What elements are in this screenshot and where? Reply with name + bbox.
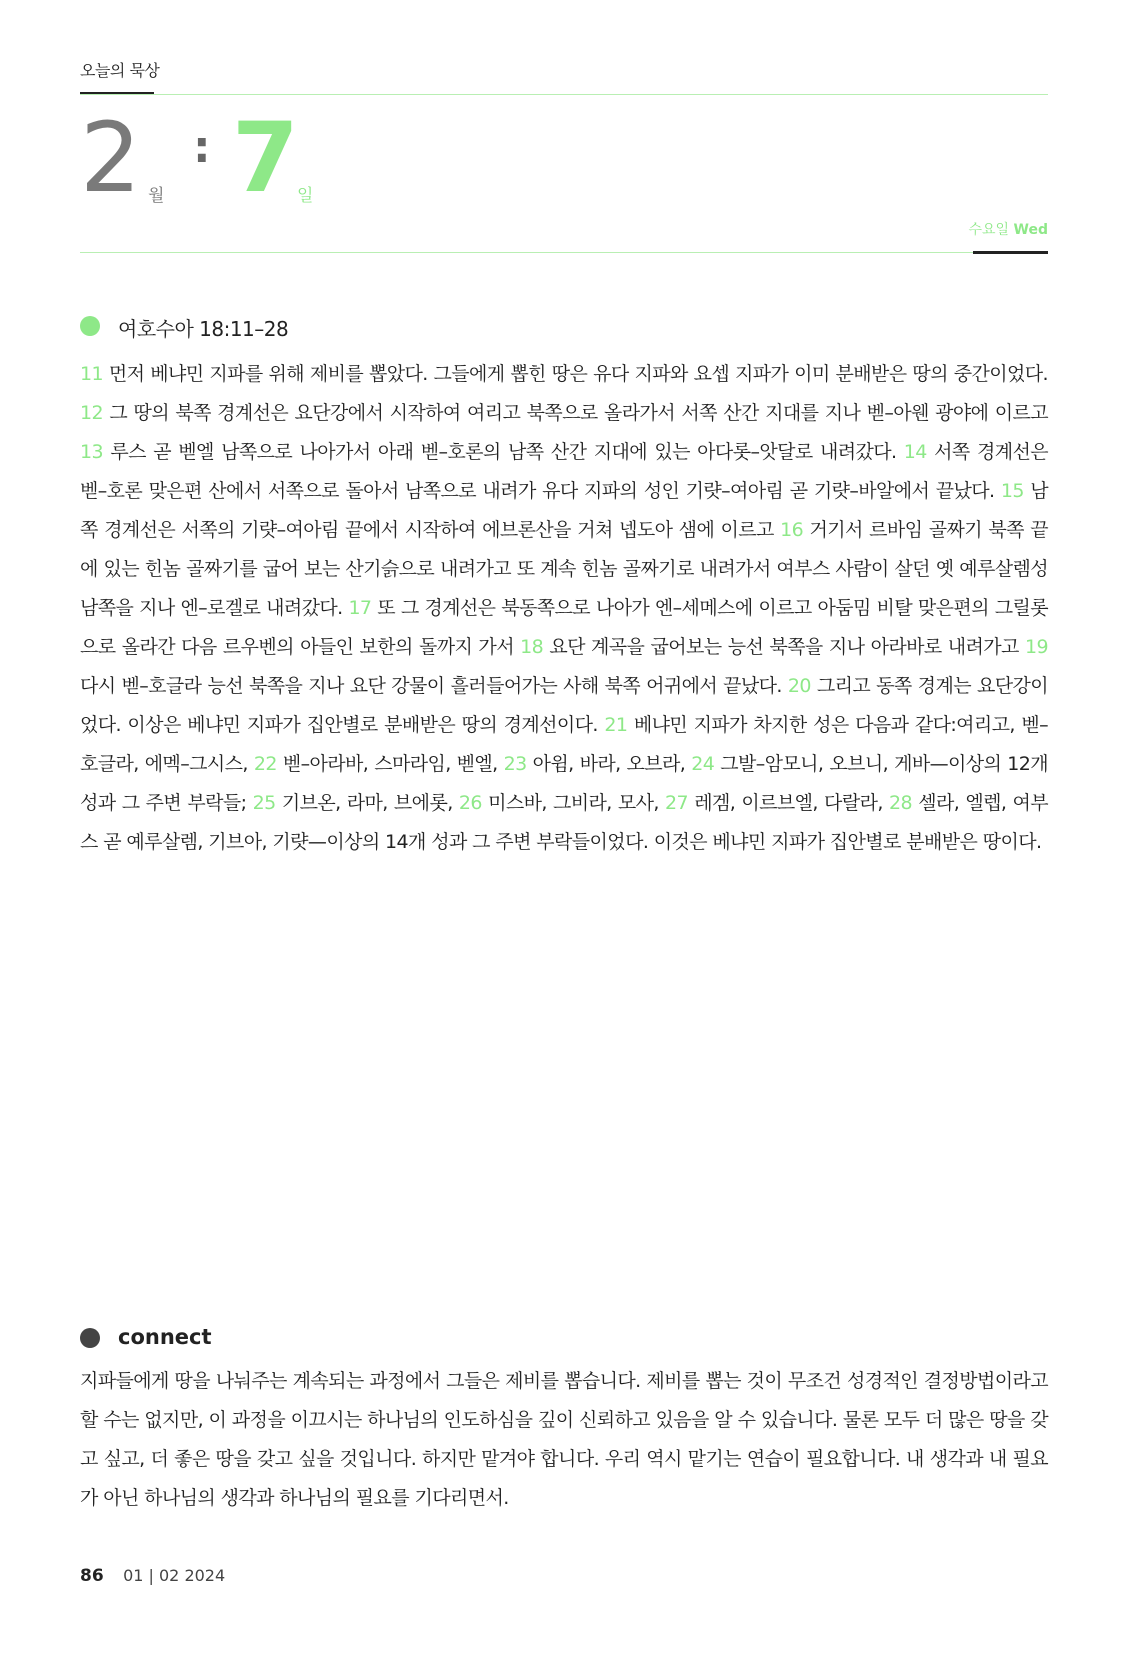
verse-text: 베냐민 지파가 차지한 성은 다음과 같다:여리고, 벧–호글라, 에멕–그시스, [80, 714, 1048, 775]
connect-heading: connect [118, 1325, 212, 1349]
verse-number: 20 [787, 675, 811, 697]
verse-text: 다시 벧–호글라 능선 북쪽을 지나 요단 강물이 흘러들어가는 사해 북쪽 어귀에서 끝났다. [80, 675, 782, 697]
weekday-english: Wed [1013, 222, 1048, 238]
verse-number: 14 [903, 441, 927, 463]
verse-number: 21 [604, 714, 628, 736]
verse-text: 벧–아라바, 스마라임, 벧엘, [282, 753, 498, 775]
connect-body: 지파들에게 땅을 나눠주는 계속되는 과정에서 그들은 제비를 뽑습니다. 제비를 뽑는 것이 무조건 성경적인 결정방법이라고 할 수는 없지만, 이 과정을 이끄시는 하나님의 인도하심을 깊이 신뢰하고 있음을 알 수 있습니다. 물론 모두 더 많은 땅을 갖고 싶고, 더 좋은 땅을 갖고 싶을 것입니다. 하지만 맡겨야 합니다. 우리 역시 맡기는 연습이 필요합니다. 내 생각과 내 필요가 아닌 하나님의 생각과 하나님의 필요를 기다리면서. [80, 1370, 1048, 1509]
header-divider [80, 252, 1048, 253]
connect-bullet-icon [80, 1328, 100, 1348]
verse-number: 18 [520, 636, 544, 658]
verse-number: 27 [665, 792, 689, 814]
month-number: 2 [80, 102, 138, 214]
verse-number: 13 [80, 441, 103, 463]
footer [80, 1566, 225, 1586]
verse-number: 23 [503, 753, 527, 775]
verse-text: 아윔, 바라, 오브라, [532, 753, 686, 775]
verse-text: 미스바, 그비라, 모사, [488, 792, 659, 814]
issue-date: 01 | 02 2024 [123, 1566, 226, 1585]
verse-text: 요단 계곡을 굽어보는 능선 북쪽을 지나 아라바로 내려가고 [549, 636, 1019, 658]
weekday-korean: 수요일 [968, 222, 1010, 238]
verse-number: 25 [252, 792, 276, 814]
verse-number: 11 [80, 363, 103, 385]
verse-number: 22 [253, 753, 277, 775]
verse-number: 15 [1000, 480, 1024, 502]
verse-number: 28 [888, 792, 912, 814]
verse-text: 서쪽 경계선은 벧–호론 맞은편 산에서 서쪽으로 돌아서 남쪽으로 내려가 유다 지파의 성인 기럇–여아림 곧 기럇–바알에서 끝났다. [80, 441, 1048, 502]
page-number: 86 [80, 1566, 104, 1586]
weekday [969, 219, 1049, 239]
date-block [80, 102, 480, 218]
month-unit: 월 [148, 186, 165, 206]
date-colon: : [193, 122, 211, 173]
day-number: 7 [232, 102, 295, 214]
verse-text: 거기서 르바임 골짜기 북쪽 끝에 있는 힌놈 골짜기를 굽어 보는 산기슭으로 내려가고 또 계속 힌놈 골짜기로 내려가서 여부스 사람이 살던 옛 예루살렘성 남쪽을 지나 엔–로겔로 내려갔다. [80, 519, 1048, 619]
verse-number: 12 [80, 402, 103, 424]
section-label: 오늘의 묵상 [80, 61, 160, 80]
verse-text: 루스 곧 벧엘 남쪽으로 나아가서 아래 벧–호론의 남쪽 산간 지대에 있는 아다롯–앗달로 내려갔다. [110, 441, 897, 463]
verse-text: 또 그 경계선은 북동쪽으로 나아가 엔–세메스에 이르고 아둠밈 비탈 맞은편의 그릴롯으로 올라간 다음 르우벤의 아들인 보한의 돌까지 가서 [80, 597, 1048, 658]
verse-text: 그 땅의 북쪽 경계선은 요단강에서 시작하여 여리고 북쪽으로 올라가서 서쪽 산간 지대를 지나 벧–아웬 광야에 이르고 [109, 402, 1048, 424]
verse-text: 먼저 베냐민 지파를 위해 제비를 뽑았다. 그들에게 뽑힌 땅은 유다 지파와 요셉 지파가 이미 분배받은 땅의 중간이었다. [108, 363, 1048, 385]
verse-number: 16 [780, 519, 804, 541]
verse-number: 17 [348, 597, 372, 619]
top-divider [80, 94, 1048, 95]
verse-text: 셀라, 엘렙, 여부스 곧 예루살렘, 기브아, 기럇—이상의 14개 성과 그 주변 부락들이었다. 이것은 베냐민 지파가 집안별로 분배받은 땅이다. [80, 792, 1048, 853]
scripture-text [80, 355, 1048, 862]
weekday-underline [973, 251, 1048, 254]
scripture-reference: 여호수아 18:11–28 [118, 317, 289, 341]
verse-text: 그발–암모니, 오브니, 게바—이상의 12개 성과 그 주변 부락들; [80, 753, 1048, 814]
verse-number: 19 [1025, 636, 1048, 658]
verse-number: 26 [458, 792, 482, 814]
day-unit: 일 [297, 186, 314, 206]
verse-text: 남쪽 경계선은 서쪽의 기럇–여아림 끝에서 시작하여 에브론산을 거쳐 넵도아 샘에 이르고 [80, 480, 1048, 541]
scripture-bullet-icon [80, 316, 100, 336]
verse-text: 그리고 동쪽 경계는 요단강이었다. 이상은 베냐민 지파가 집안별로 분배받은 땅의 경계선이다. [80, 675, 1048, 736]
verse-number: 24 [691, 753, 715, 775]
verse-text: 레겜, 이르브엘, 다랄라, [694, 792, 883, 814]
verse-text: 기브온, 라마, 브에롯, [281, 792, 453, 814]
